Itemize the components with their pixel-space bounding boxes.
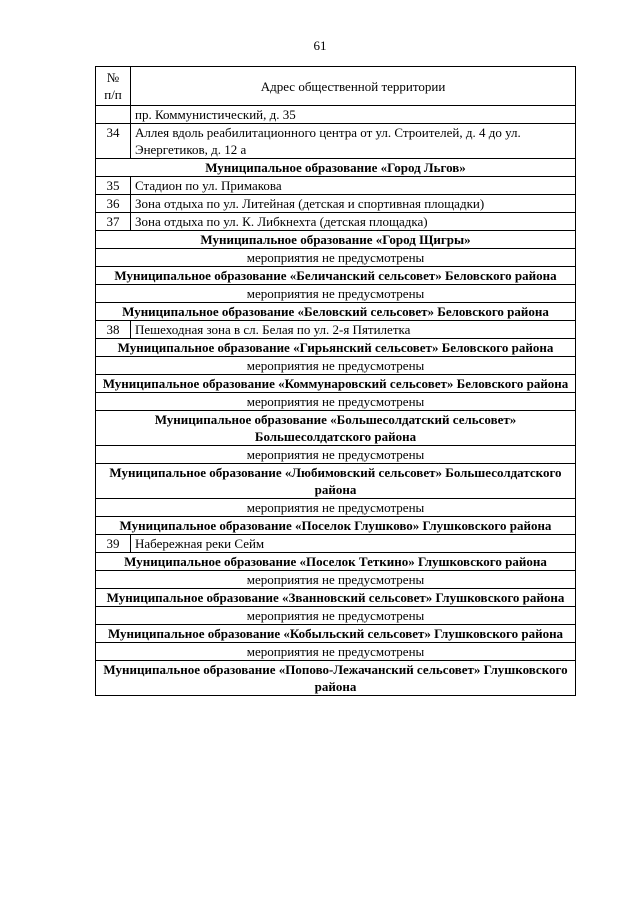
table-row [96, 321, 576, 339]
header-num: № п/п [96, 67, 131, 106]
row-num: 36 [96, 195, 131, 213]
section-title: Муниципальное образование «Поселок Глушково» Глушковского района [96, 517, 576, 535]
section-title: Муниципальное образование «Большесолдатский сельсовет» Большесолдатского района [96, 411, 576, 446]
note-text: мероприятия не предусмотрены [96, 285, 576, 303]
row-num: 39 [96, 535, 131, 553]
header-address: Адрес общественной территории [131, 67, 576, 106]
note-row [96, 285, 576, 303]
note-text: мероприятия не предусмотрены [96, 249, 576, 267]
note-text: мероприятия не предусмотрены [96, 446, 576, 464]
section-row [96, 661, 576, 696]
section-row [96, 464, 576, 499]
row-text: Набережная реки Сейм [131, 535, 576, 553]
row-text: Пешеходная зона в сл. Белая по ул. 2-я Пятилетка [131, 321, 576, 339]
row-num [96, 106, 131, 124]
row-text: Аллея вдоль реабилитационного центра от ул. Строителей, д. 4 до ул. Энергетиков, д. 12 а [131, 124, 576, 159]
section-title: Муниципальное образование «Город Льгов» [96, 159, 576, 177]
section-title: Муниципальное образование «Коммунаровский сельсовет» Беловского района [96, 375, 576, 393]
page-number: 61 [313, 38, 327, 53]
note-row [96, 446, 576, 464]
row-num: 35 [96, 177, 131, 195]
table-row [96, 177, 576, 195]
row-text: Зона отдыха по ул. Литейная (детская и спортивная площадки) [131, 195, 576, 213]
section-row [96, 303, 576, 321]
table-row [96, 124, 576, 159]
section-row [96, 517, 576, 535]
section-row [96, 625, 576, 643]
section-row [96, 553, 576, 571]
note-row [96, 249, 576, 267]
table-row [96, 213, 576, 231]
row-text: Стадион по ул. Примакова [131, 177, 576, 195]
note-row [96, 357, 576, 375]
row-text: Зона отдыха по ул. К. Либкнехта (детская площадка) [131, 213, 576, 231]
row-num: 38 [96, 321, 131, 339]
note-text: мероприятия не предусмотрены [96, 499, 576, 517]
section-row [96, 589, 576, 607]
row-text: пр. Коммунистический, д. 35 [131, 106, 576, 124]
table-row [96, 195, 576, 213]
note-text: мероприятия не предусмотрены [96, 393, 576, 411]
note-row [96, 607, 576, 625]
note-row [96, 499, 576, 517]
section-title: Муниципальное образование «Званновский сельсовет» Глушковского района [96, 589, 576, 607]
note-text: мероприятия не предусмотрены [96, 607, 576, 625]
row-num: 37 [96, 213, 131, 231]
section-title: Муниципальное образование «Гирьянский сельсовет» Беловского района [96, 339, 576, 357]
note-text: мероприятия не предусмотрены [96, 643, 576, 661]
table-row [96, 106, 576, 124]
section-row [96, 267, 576, 285]
territory-table [95, 66, 576, 696]
section-row [96, 411, 576, 446]
section-row [96, 375, 576, 393]
section-row [96, 159, 576, 177]
section-title: Муниципальное образование «Беловский сельсовет» Беловского района [96, 303, 576, 321]
note-row [96, 393, 576, 411]
section-title: Муниципальное образование «Беличанский сельсовет» Беловского района [96, 267, 576, 285]
section-title: Муниципальное образование «Попово-Лежачанский сельсовет» Глушковского района [96, 661, 576, 696]
table-row [96, 535, 576, 553]
note-text: мероприятия не предусмотрены [96, 571, 576, 589]
section-title: Муниципальное образование «Поселок Теткино» Глушковского района [96, 553, 576, 571]
section-title: Муниципальное образование «Город Щигры» [96, 231, 576, 249]
row-num: 34 [96, 124, 131, 159]
note-row [96, 643, 576, 661]
section-title: Муниципальное образование «Любимовский сельсовет» Большесолдатского района [96, 464, 576, 499]
note-row [96, 571, 576, 589]
section-title: Муниципальное образование «Кобыльский сельсовет» Глушковского района [96, 625, 576, 643]
table-header-row [96, 67, 576, 106]
note-text: мероприятия не предусмотрены [96, 357, 576, 375]
section-row [96, 339, 576, 357]
section-row [96, 231, 576, 249]
